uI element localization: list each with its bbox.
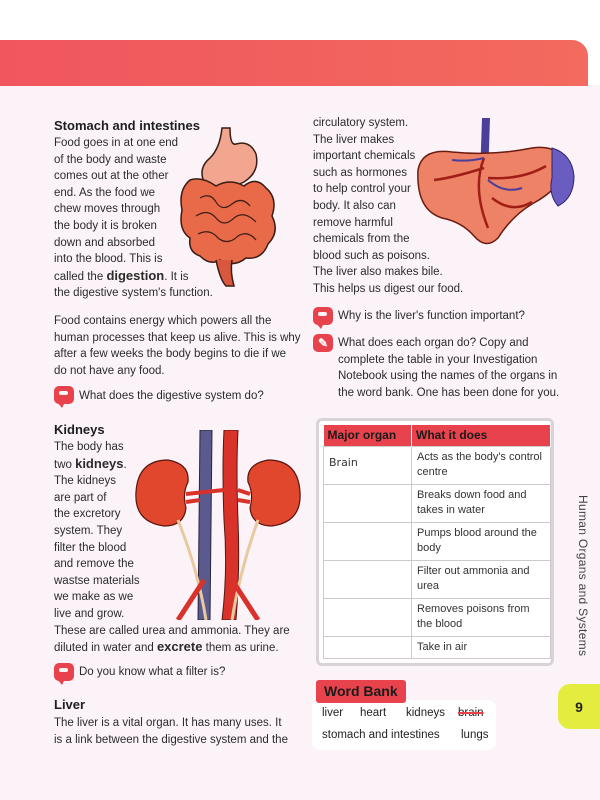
- table-header-organ: Major organ: [324, 425, 412, 446]
- keyword-kidneys: kidneys: [75, 455, 124, 471]
- text-line: important chemicals: [313, 150, 416, 163]
- text-line: into the blood. This is: [54, 253, 163, 266]
- text-line: complete the table in your Investigation: [338, 353, 538, 366]
- text-run: diluted in water and: [54, 642, 157, 655]
- text-line: do not have any food.: [54, 364, 165, 377]
- text-line: wastse materials: [54, 574, 140, 587]
- text-line: end. As the food we: [54, 186, 156, 199]
- text-line: comes out at the other: [54, 170, 169, 183]
- text-line: circulatory system.: [313, 117, 409, 129]
- text-run: . It is: [164, 270, 189, 283]
- text-line: The liver makes: [313, 133, 395, 146]
- organ-cell: Brain: [324, 446, 412, 484]
- text-line: down and absorbed: [54, 236, 156, 249]
- kidneys-heading: Kidneys: [54, 422, 105, 437]
- speech-bubble-icon: [54, 386, 74, 404]
- word-bank-word: heart: [360, 707, 387, 719]
- text-line: The liver also makes bile.: [313, 266, 443, 279]
- text-line: The kidneys: [54, 475, 117, 488]
- question-filter: Do you know what a filter is?: [79, 666, 226, 678]
- chapter-side-label: Human Organs and Systems: [576, 495, 590, 657]
- text-line: Food goes in at one end: [54, 137, 179, 149]
- text-run: them as urine.: [202, 642, 279, 655]
- task-instructions: [338, 335, 559, 401]
- text-line: we make as we: [54, 591, 134, 604]
- word-bank-word-crossed: brain: [458, 707, 484, 719]
- function-cell: Removes poisons from the blood: [412, 598, 551, 636]
- table-row: [324, 446, 551, 484]
- word-bank-title: Word Bank: [316, 680, 406, 703]
- text-line: These are called urea and ammonia. They are: [54, 624, 290, 637]
- text-run: two: [54, 458, 76, 471]
- text-line: The body has: [54, 441, 124, 453]
- speech-bubble-icon: [313, 307, 333, 325]
- page-number: 9: [558, 684, 600, 729]
- text-line: chew moves through: [54, 203, 161, 216]
- text-line: is a link between the digestive system and the: [54, 733, 288, 746]
- text-line: the excretory: [54, 508, 121, 521]
- liver-heading: Liver: [54, 697, 86, 712]
- stomach-heading: Stomach and intestines: [54, 118, 200, 133]
- text-line: such as hormones: [313, 166, 407, 179]
- liver-illustration: [412, 118, 582, 258]
- table-row: [324, 560, 551, 598]
- word-bank-word: lungs: [461, 729, 489, 741]
- text-run: called the: [54, 270, 107, 283]
- text-line: the digestive system's function.: [54, 287, 213, 300]
- text-line: remove harmful: [313, 216, 393, 229]
- word-bank-word: liver: [322, 707, 344, 719]
- table-row: [324, 636, 551, 659]
- text-line: and remove the: [54, 558, 134, 571]
- text-line: the word bank. One has been done for you.: [338, 386, 560, 399]
- organ-function-table: [316, 418, 554, 666]
- organ-cell: [324, 598, 412, 636]
- word-bank-word: stomach and intestines: [322, 729, 440, 741]
- text-line: [54, 639, 290, 657]
- text-line: human processes that keep us alive. This is why: [54, 331, 301, 344]
- liver-text: [54, 715, 288, 748]
- table-row: [324, 598, 551, 636]
- function-cell: Filter out ammonia and urea: [412, 560, 551, 598]
- text-line: blood such as poisons.: [313, 249, 430, 262]
- digestive-system-illustration: [160, 120, 300, 290]
- function-cell: Acts as the body's control centre: [412, 446, 551, 484]
- word-bank-word: kidneys: [406, 707, 445, 719]
- organ-cell: [324, 560, 412, 598]
- table-row: [324, 522, 551, 560]
- text-line: are part of: [54, 491, 107, 504]
- pencil-icon: ✎: [313, 334, 333, 352]
- energy-text: [54, 313, 301, 379]
- question-digestive: What does the digestive system do?: [79, 390, 264, 402]
- text-line: of the body and waste: [54, 153, 167, 166]
- text-line: This helps us digest our food.: [313, 282, 464, 295]
- function-cell: Breaks down food and takes in water: [412, 484, 551, 522]
- text-line: system. They: [54, 524, 123, 537]
- text-line: filter the blood: [54, 541, 127, 554]
- function-cell: Take in air: [412, 636, 551, 659]
- text-line: Notebook using the names of the organs in: [338, 370, 558, 383]
- text-line: the body it is broken: [54, 219, 157, 232]
- organ-cell: [324, 484, 412, 522]
- table-header-function: What it does: [412, 425, 551, 446]
- organ-cell: [324, 636, 412, 659]
- text-line: The liver is a vital organ. It has many uses. It: [54, 717, 282, 729]
- keyword-excrete: excrete: [156, 639, 203, 655]
- text-line: to help control your: [313, 183, 411, 196]
- text-line: chemicals from the: [313, 233, 410, 246]
- text-line: after a few weeks the body begins to die if we: [54, 348, 287, 361]
- question-liver: Why is the liver's function important?: [338, 310, 525, 322]
- keyword-digestion: digestion: [106, 267, 165, 283]
- table-row: [324, 484, 551, 522]
- organ-cell: [324, 522, 412, 560]
- speech-bubble-icon: [54, 663, 74, 681]
- top-banner: [0, 40, 588, 86]
- text-run: .: [123, 458, 127, 471]
- text-line: What does each organ do? Copy and: [338, 337, 529, 349]
- kidneys-illustration: [128, 430, 308, 620]
- text-line: live and grow.: [54, 607, 125, 620]
- text-line: Food contains energy which powers all the: [54, 315, 272, 327]
- text-line: body. It also can: [313, 199, 396, 212]
- function-cell: Pumps blood around the body: [412, 522, 551, 560]
